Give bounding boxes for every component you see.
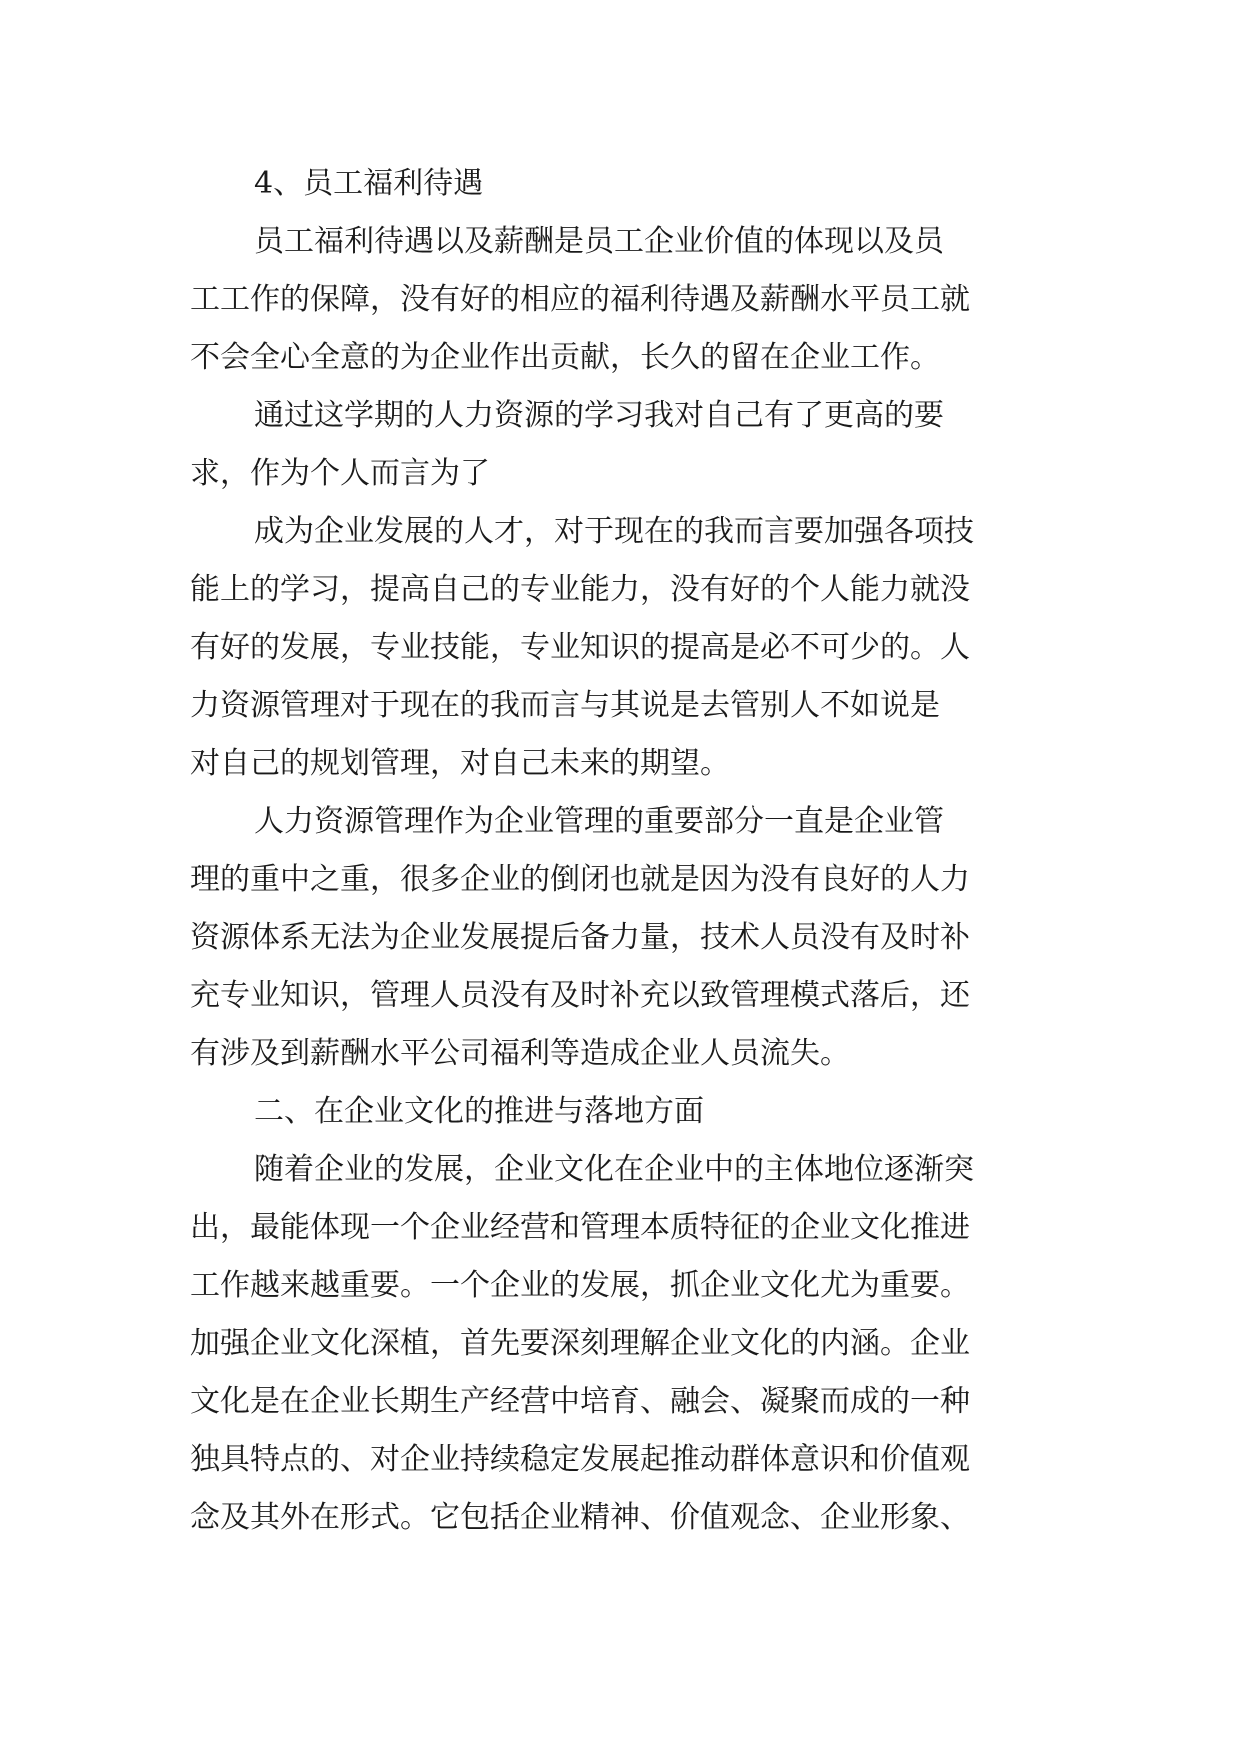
paragraph-line: 随着企业的发展，企业文化在企业中的主体地位逐渐突 [254,1152,974,1187]
paragraph-line: 有涉及到薪酬水平公司福利等造成企业人员流失。 [190,1036,850,1071]
section-heading: 4、员工福利待遇 [254,166,484,201]
paragraph-line: 求，作为个人而言为了 [190,456,490,491]
paragraph-line: 念及其外在形式。它包括企业精神、价值观念、企业形象、 [190,1500,970,1535]
paragraph-line: 充专业知识，管理人员没有及时补充以致管理模式落后，还 [190,978,970,1013]
paragraph-line: 成为企业发展的人才，对于现在的我而言要加强各项技 [254,514,974,549]
paragraph-line: 工工作的保障，没有好的相应的福利待遇及薪酬水平员工就 [190,282,970,317]
paragraph-line: 文化是在企业长期生产经营中培育、融会、凝聚而成的一种 [190,1384,970,1419]
paragraph-line: 力资源管理对于现在的我而言与其说是去管别人不如说是 [190,688,940,723]
paragraph-line: 员工福利待遇以及薪酬是员工企业价值的体现以及员 [254,224,944,259]
paragraph-line: 不会全心全意的为企业作出贡献，长久的留在企业工作。 [190,340,940,375]
paragraph-line: 加强企业文化深植，首先要深刻理解企业文化的内涵。企业 [190,1326,970,1361]
paragraph-line: 对自己的规划管理，对自己未来的期望。 [190,746,730,781]
paragraph-line: 有好的发展，专业技能，专业知识的提高是必不可少的。人 [190,630,970,665]
paragraph-line: 出，最能体现一个企业经营和管理本质特征的企业文化推进 [190,1210,970,1245]
paragraph-line: 独具特点的、对企业持续稳定发展起推动群体意识和价值观 [190,1442,970,1477]
paragraph-line: 能上的学习，提高自己的专业能力，没有好的个人能力就没 [190,572,970,607]
paragraph-line: 工作越来越重要。一个企业的发展，抓企业文化尤为重要。 [190,1268,970,1303]
paragraph-line: 资源体系无法为企业发展提后备力量，技术人员没有及时补 [190,920,970,955]
document-body [190,155,1060,1547]
section-heading: 二、在企业文化的推进与落地方面 [254,1094,704,1129]
paragraph-line: 通过这学期的人力资源的学习我对自己有了更高的要 [254,398,944,433]
paragraph-line: 人力资源管理作为企业管理的重要部分一直是企业管 [254,804,944,839]
paragraph-line: 理的重中之重，很多企业的倒闭也就是因为没有良好的人力 [190,862,970,897]
